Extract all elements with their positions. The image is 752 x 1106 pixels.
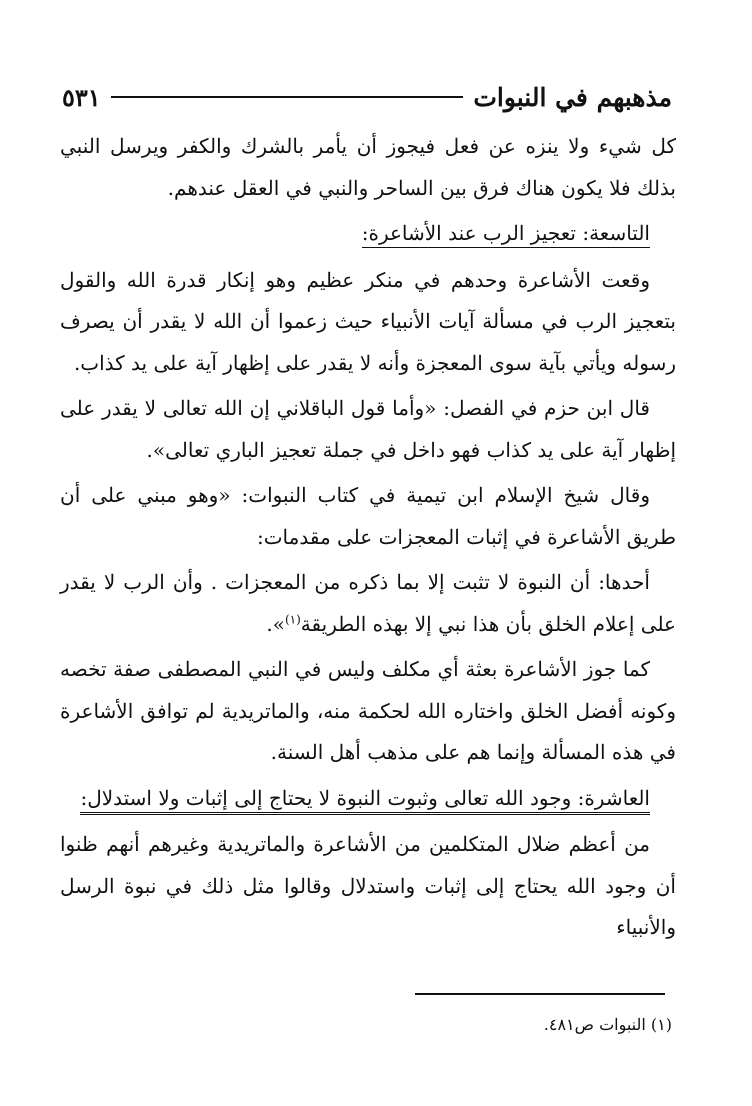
page-number: ٥٣١ [62, 82, 101, 112]
paragraph: كما جوز الأشاعرة بعثة أي مكلف وليس في النبي المصطفى صفة تخصه وكونه أفضل الخلق واختاره الله لحكمة منه، والماتريدية لم توافق الأشاعرة في هذه المسألة وإنما هم على مذهب أهل السنة. [60, 657, 676, 764]
paragraph: كل شيء ولا ينزه عن فعل فيجوز أن يأمر بالشرك والكفر ويرسل النبي بذلك فلا يكون هناك فرق بين الساحر والنبي في العقل عندهم. [60, 134, 676, 200]
section-heading-ninth: التاسعة: تعجيز الرب عند الأشاعرة: [362, 213, 676, 255]
running-header [62, 72, 672, 122]
body-text [60, 126, 676, 953]
header-rule [111, 96, 464, 98]
quote-end: ». [266, 611, 285, 636]
chapter-title: مذهبهم في النبوات [473, 82, 672, 112]
section-heading-tenth: العاشرة: وجود الله تعالى وثبوت النبوة لا يحتاج إلى إثبات ولا استدلال: [80, 778, 676, 820]
paragraph: قال ابن حزم في الفصل: «وأما قول الباقلاني إن الله تعالى لا يقدر على إظهار آية على يد كذاب فهو داخل في جملة تعجيز الباري تعالى». [60, 396, 676, 462]
paragraph: وقعت الأشاعرة وحدهم في منكر عظيم وهو إنكار قدرة الله والقول بتعجيز الرب في مسألة آيات الأنبياء حيث زعموا أن الله لا يقدر أن يصرف رسوله ويأتي بآية سوى المعجزة وأنه لا يقدر على إظهار آية على يد كذاب. [60, 267, 676, 375]
footnote: (١) النبوات ص٤٨١. [543, 1015, 672, 1034]
paragraph: من أعظم ضلال المتكلمين من الأشاعرة والماتريدية وغيرهم أنهم ظنوا أن وجود الله يحتاج إلى إثبات واستدلال وقالوا مثل ذلك في نبوة الرسل والأنبياء [60, 832, 676, 939]
footnote-marker: (١) [284, 611, 301, 626]
footnote-separator [415, 993, 665, 995]
quote-text: أحدها: أن النبوة لا تثبت إلا بما ذكره من المعجزات . وأن الرب لا يقدر على إعلام الخلق بأن هذا نبي إلا بهذه الطريقة [60, 570, 676, 636]
paragraph [60, 562, 676, 645]
paragraph: وقال شيخ الإسلام ابن تيمية في كتاب النبوات: «وهو مبني على أن طريق الأشاعرة في إثبات المعجزات على مقدمات: [60, 483, 676, 549]
